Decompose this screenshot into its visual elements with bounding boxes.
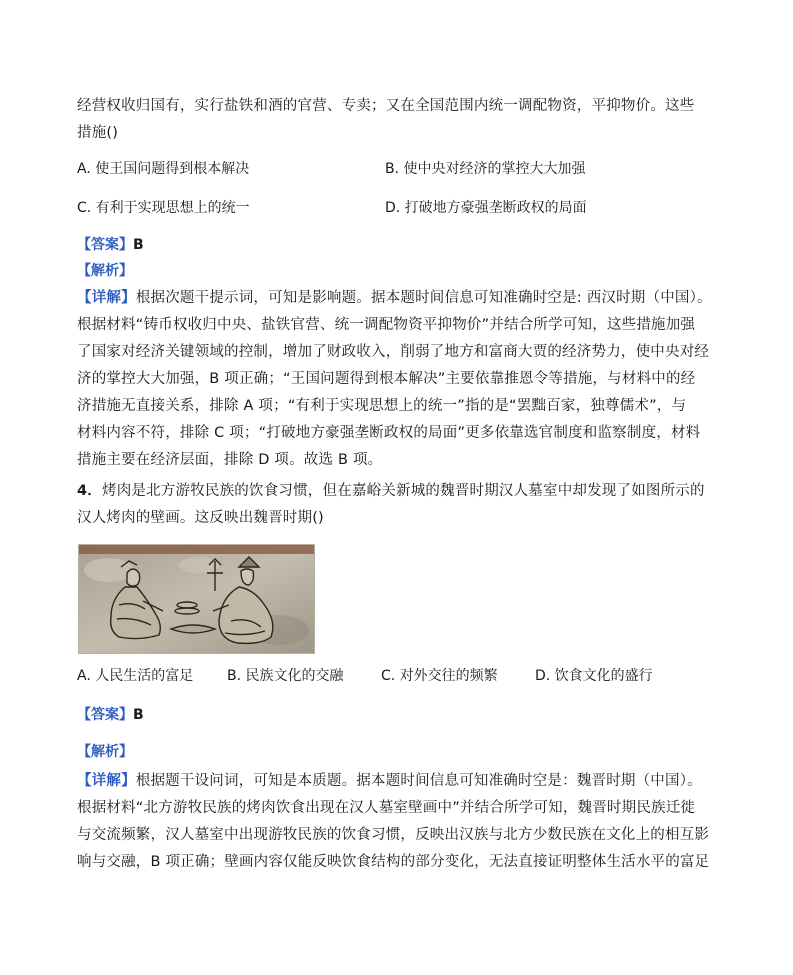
q3-answer-value: B: [133, 237, 144, 253]
q4-option-c: C. 对外交往的频繁: [381, 668, 498, 684]
q3-answer: [77, 235, 144, 255]
q3-detail-line-5: 济措施无直接关系，排除 A 项；“有利于实现思想上的统一”指的是“罢黜百家，独尊儒术”，与: [77, 398, 687, 414]
q4-answer-label: 【答案】: [77, 707, 133, 723]
q4-stem-line-1: 4．烤肉是北方游牧民族的饮食习惯，但在嘉峪关新城的魏晋时期汉人墓室中却发现了如图所示的: [77, 483, 705, 499]
q3-detail-label: 【详解】: [77, 290, 136, 306]
q3-stem-line-1: 经营权收归国有，实行盐铁和酒的官营、专卖；又在全国范围内统一调配物资，平抑物价。这些: [77, 98, 695, 114]
q3-detail-line-1: 【详解】根据次题干提示词，可知是影响题。据本题时间信息可知准确时空是: 西汉时期（中国）。: [77, 290, 712, 306]
q3-option-c: C. 有利于实现思想上的统一: [77, 200, 250, 216]
q3-option-b: B. 使中央对经济的掌控大大加强: [385, 161, 586, 177]
q3-detail-line-3: 了国家对经济关键领域的控制，增加了财政收入，削弱了地方和富商大贾的经济势力，使中央对经: [77, 344, 710, 360]
q4-number: 4．: [77, 483, 102, 499]
q4-option-b: B. 民族文化的交融: [227, 668, 344, 684]
q4-detail-line-3: 与交流频繁，汉人墓室中出现游牧民族的饮食习惯，反映出汉族与北方少数民族在文化上的相互影: [77, 827, 710, 843]
mural-image: [78, 544, 315, 654]
q4-option-a: A. 人民生活的富足: [77, 668, 194, 684]
q3-stem-line-2: 措施(): [77, 125, 119, 141]
q3-option-d: D. 打破地方豪强垄断政权的局面: [385, 200, 587, 216]
q3-detail-line-2: 根据材料“铸币权收归中央、盐铁官营、统一调配物资平抑物价”并结合所学可知，这些措施加强: [77, 317, 696, 333]
q4-answer-value: B: [133, 707, 144, 723]
q4-analysis-label: 【解析】: [77, 744, 133, 760]
q3-detail-line-4: 济的掌控大大加强，B 项正确；“王国问题得到根本解决”主要依靠推恩令等措施，与材料中的经: [77, 371, 696, 387]
q4-answer: [77, 705, 144, 725]
q4-detail-line-1: 【详解】根据题干设问词，可知是本质题。据本题时间信息可知准确时空是：魏晋时期（中国）。: [77, 773, 702, 789]
q4-detail-line-2: 根据材料“北方游牧民族的烤肉饮食出现在汉人墓室壁画中”并结合所学可知，魏晋时期民族迁徙: [77, 800, 696, 816]
q3-detail-line-6: 材料内容不符，排除 C 项；“打破地方豪强垄断政权的局面”更多依靠选官制度和监察制度，材料: [77, 425, 701, 441]
mural-drawing: [79, 545, 314, 653]
q3-option-a: A. 使王国问题得到根本解决: [77, 161, 250, 177]
q4-detail-line-4: 响与交融，B 项正确；壁画内容仅能反映饮食结构的部分变化，无法直接证明整体生活水平的富足: [77, 854, 710, 870]
q3-detail-line-7: 措施主要在经济层面，排除 D 项。故选 B 项。: [77, 452, 383, 468]
q3-analysis-label: 【解析】: [77, 263, 133, 279]
q4-option-d: D. 饮食文化的盛行: [535, 668, 653, 684]
q3-answer-label: 【答案】: [77, 237, 133, 253]
q4-detail-label: 【详解】: [77, 773, 136, 789]
q4-stem-line-2: 汉人烤肉的壁画。这反映出魏晋时期(): [77, 510, 324, 526]
